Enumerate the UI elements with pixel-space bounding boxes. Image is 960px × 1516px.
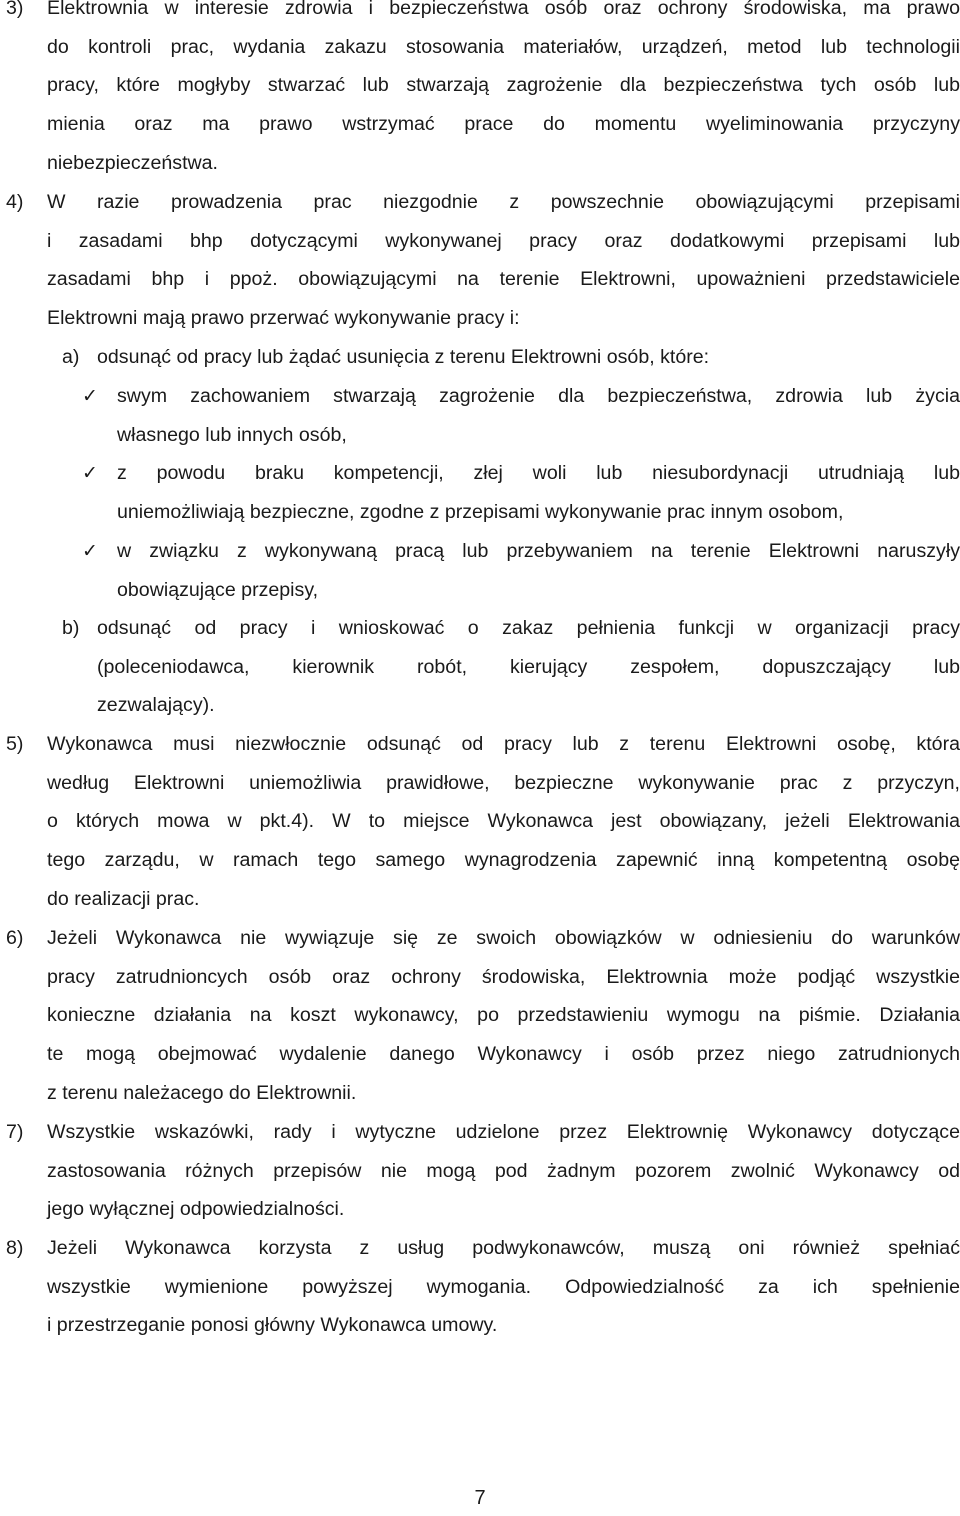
text-line: do kontroli prac, wydania zakazu stosowania materiałów, urządzeń, metod lub technologii xyxy=(47,35,960,58)
subitem-body xyxy=(97,338,960,377)
paragraph-body xyxy=(47,0,960,182)
text-line: do realizacji prac. xyxy=(47,887,200,910)
item-number: 7) xyxy=(6,1121,24,1143)
paragraph-4 xyxy=(6,183,960,338)
paragraph-body xyxy=(47,183,960,338)
item-number: 3) xyxy=(6,0,24,19)
paragraph-6 xyxy=(6,919,960,1112)
subitem-body xyxy=(97,609,960,725)
paragraph-8 xyxy=(6,1229,960,1345)
text-line: z powodu braku kompetencji, złej woli lub niesubordynacji utrudniają lub xyxy=(117,462,960,484)
item-number: 6) xyxy=(6,927,24,949)
text-line: (poleceniodawca, kierownik robót, kierujący zespołem, dopuszczający lub xyxy=(97,655,960,678)
text-line: Elektrowni mają prawo przerwać wykonywanie pracy i: xyxy=(47,307,520,330)
text-line: Jeżeli Wykonawca korzysta z usług podwykonawców, muszą oni również spełniać xyxy=(47,1237,960,1259)
checkmark-icon: ✓ xyxy=(82,540,98,562)
text-line: Wykonawca musi niezwłocznie odsunąć od pracy lub z terenu Elektrowni osobę, która xyxy=(47,733,960,755)
item-number: 4) xyxy=(6,191,24,213)
text-line: pracy, które mogłyby stwarzać lub stwarzają zagrożenie dla bezpieczeństwa tych osób lub xyxy=(47,74,960,97)
paragraph-5 xyxy=(6,725,960,918)
text-line: mienia oraz ma prawo wstrzymać prace do momentu wyeliminowania przyczyny xyxy=(47,113,960,136)
check-item xyxy=(82,454,960,531)
check-item xyxy=(82,532,960,609)
check-item-body xyxy=(117,532,960,609)
text-line: o których mowa w pkt.4). W to miejsce Wykonawca jest obowiązany, jeżeli Elektrowania xyxy=(47,810,960,833)
paragraph-7 xyxy=(6,1113,960,1229)
text-line: z terenu należacego do Elektrownii. xyxy=(47,1081,357,1104)
text-line: niebezpieczeństwa. xyxy=(47,151,219,174)
text-line: obowiązujące przepisy, xyxy=(117,578,319,601)
paragraph-body xyxy=(47,725,960,918)
text-line: te mogą obejmować wydalenie danego Wykonawcy i osób przez niego zatrudnionych xyxy=(47,1043,960,1066)
text-line: odsunąć od pracy i wnioskować o zakaz pełnienia funkcji w organizacji pracy xyxy=(97,617,960,639)
checkmark-icon: ✓ xyxy=(82,462,98,484)
text-line: swym zachowaniem stwarzają zagrożenie dla bezpieczeństwa, zdrowia lub życia xyxy=(117,385,960,407)
text-line: jego wyłącznej odpowiedzialności. xyxy=(47,1198,345,1221)
subitem-label: a) xyxy=(62,346,80,368)
subitem-a xyxy=(62,338,960,377)
paragraph-body xyxy=(47,1113,960,1229)
item-number: 5) xyxy=(6,733,24,755)
checkmark-icon: ✓ xyxy=(82,385,98,407)
paragraph-body xyxy=(47,919,960,1112)
text-line: i przestrzeganie ponosi główny Wykonawca umowy. xyxy=(47,1314,498,1337)
paragraph-body xyxy=(47,1229,960,1345)
text-line: zastosowania różnych przepisów nie mogą pod żadnym pozorem zwolnić Wykonawcy od xyxy=(47,1159,960,1182)
text-line: W razie prowadzenia prac niezgodnie z powszechnie obowiązującymi przepisami xyxy=(47,191,960,213)
page-number: 7 xyxy=(474,1487,486,1509)
text-line: tego zarządu, w ramach tego samego wynagrodzenia zapewnić inną kompetentną osobę xyxy=(47,849,960,872)
text-line: konieczne działania na koszt wykonawcy, po przedstawieniu wymogu na piśmie. Działania xyxy=(47,1004,960,1027)
text-line: i zasadami bhp dotyczącymi wykonywanej pracy oraz dodatkowymi przepisami lub xyxy=(47,229,960,252)
check-item xyxy=(82,377,960,454)
item-number: 8) xyxy=(6,1237,24,1259)
text-line: wszystkie wymienione powyższej wymogania. Odpowiedzialność za ich spełnienie xyxy=(47,1275,960,1298)
check-item-body xyxy=(117,377,960,454)
text-line: zasadami bhp i ppoż. obowiązującymi na terenie Elektrowni, upoważnieni przedstawiciele xyxy=(47,268,960,291)
text-line: Elektrownia w interesie zdrowia i bezpieczeństwa osób oraz ochrony środowiska, ma prawo xyxy=(47,0,960,19)
text-line: własnego lub innych osób, xyxy=(117,423,347,446)
subitem-label: b) xyxy=(62,617,80,639)
text-line: zezwalający). xyxy=(97,694,215,717)
subitem-b xyxy=(62,609,960,725)
text-line: w związku z wykonywaną pracą lub przebywaniem na terenie Elektrowni naruszyły xyxy=(117,540,960,562)
text-line: pracy zatrudnioncych osób oraz ochrony środowiska, Elektrownia może podjąć wszystkie xyxy=(47,965,960,988)
text-line: według Elektrowni uniemożliwia prawidłowe, bezpieczne wykonywanie prac z przyczyn, xyxy=(47,771,960,794)
paragraph-3 xyxy=(6,0,960,182)
text-line: Jeżeli Wykonawca nie wywiązuje się ze swoich obowiązków w odniesieniu do warunków xyxy=(47,927,960,949)
text-line: uniemożliwiają bezpieczne, zgodne z przepisami wykonywanie prac innym osobom, xyxy=(117,500,844,523)
check-item-body xyxy=(117,454,960,531)
text-line: Wszystkie wskazówki, rady i wytyczne udzielone przez Elektrownię Wykonawcy dotyczące xyxy=(47,1121,960,1143)
text-line: odsunąć od pracy lub żądać usunięcia z terenu Elektrowni osób, które: xyxy=(97,346,710,368)
